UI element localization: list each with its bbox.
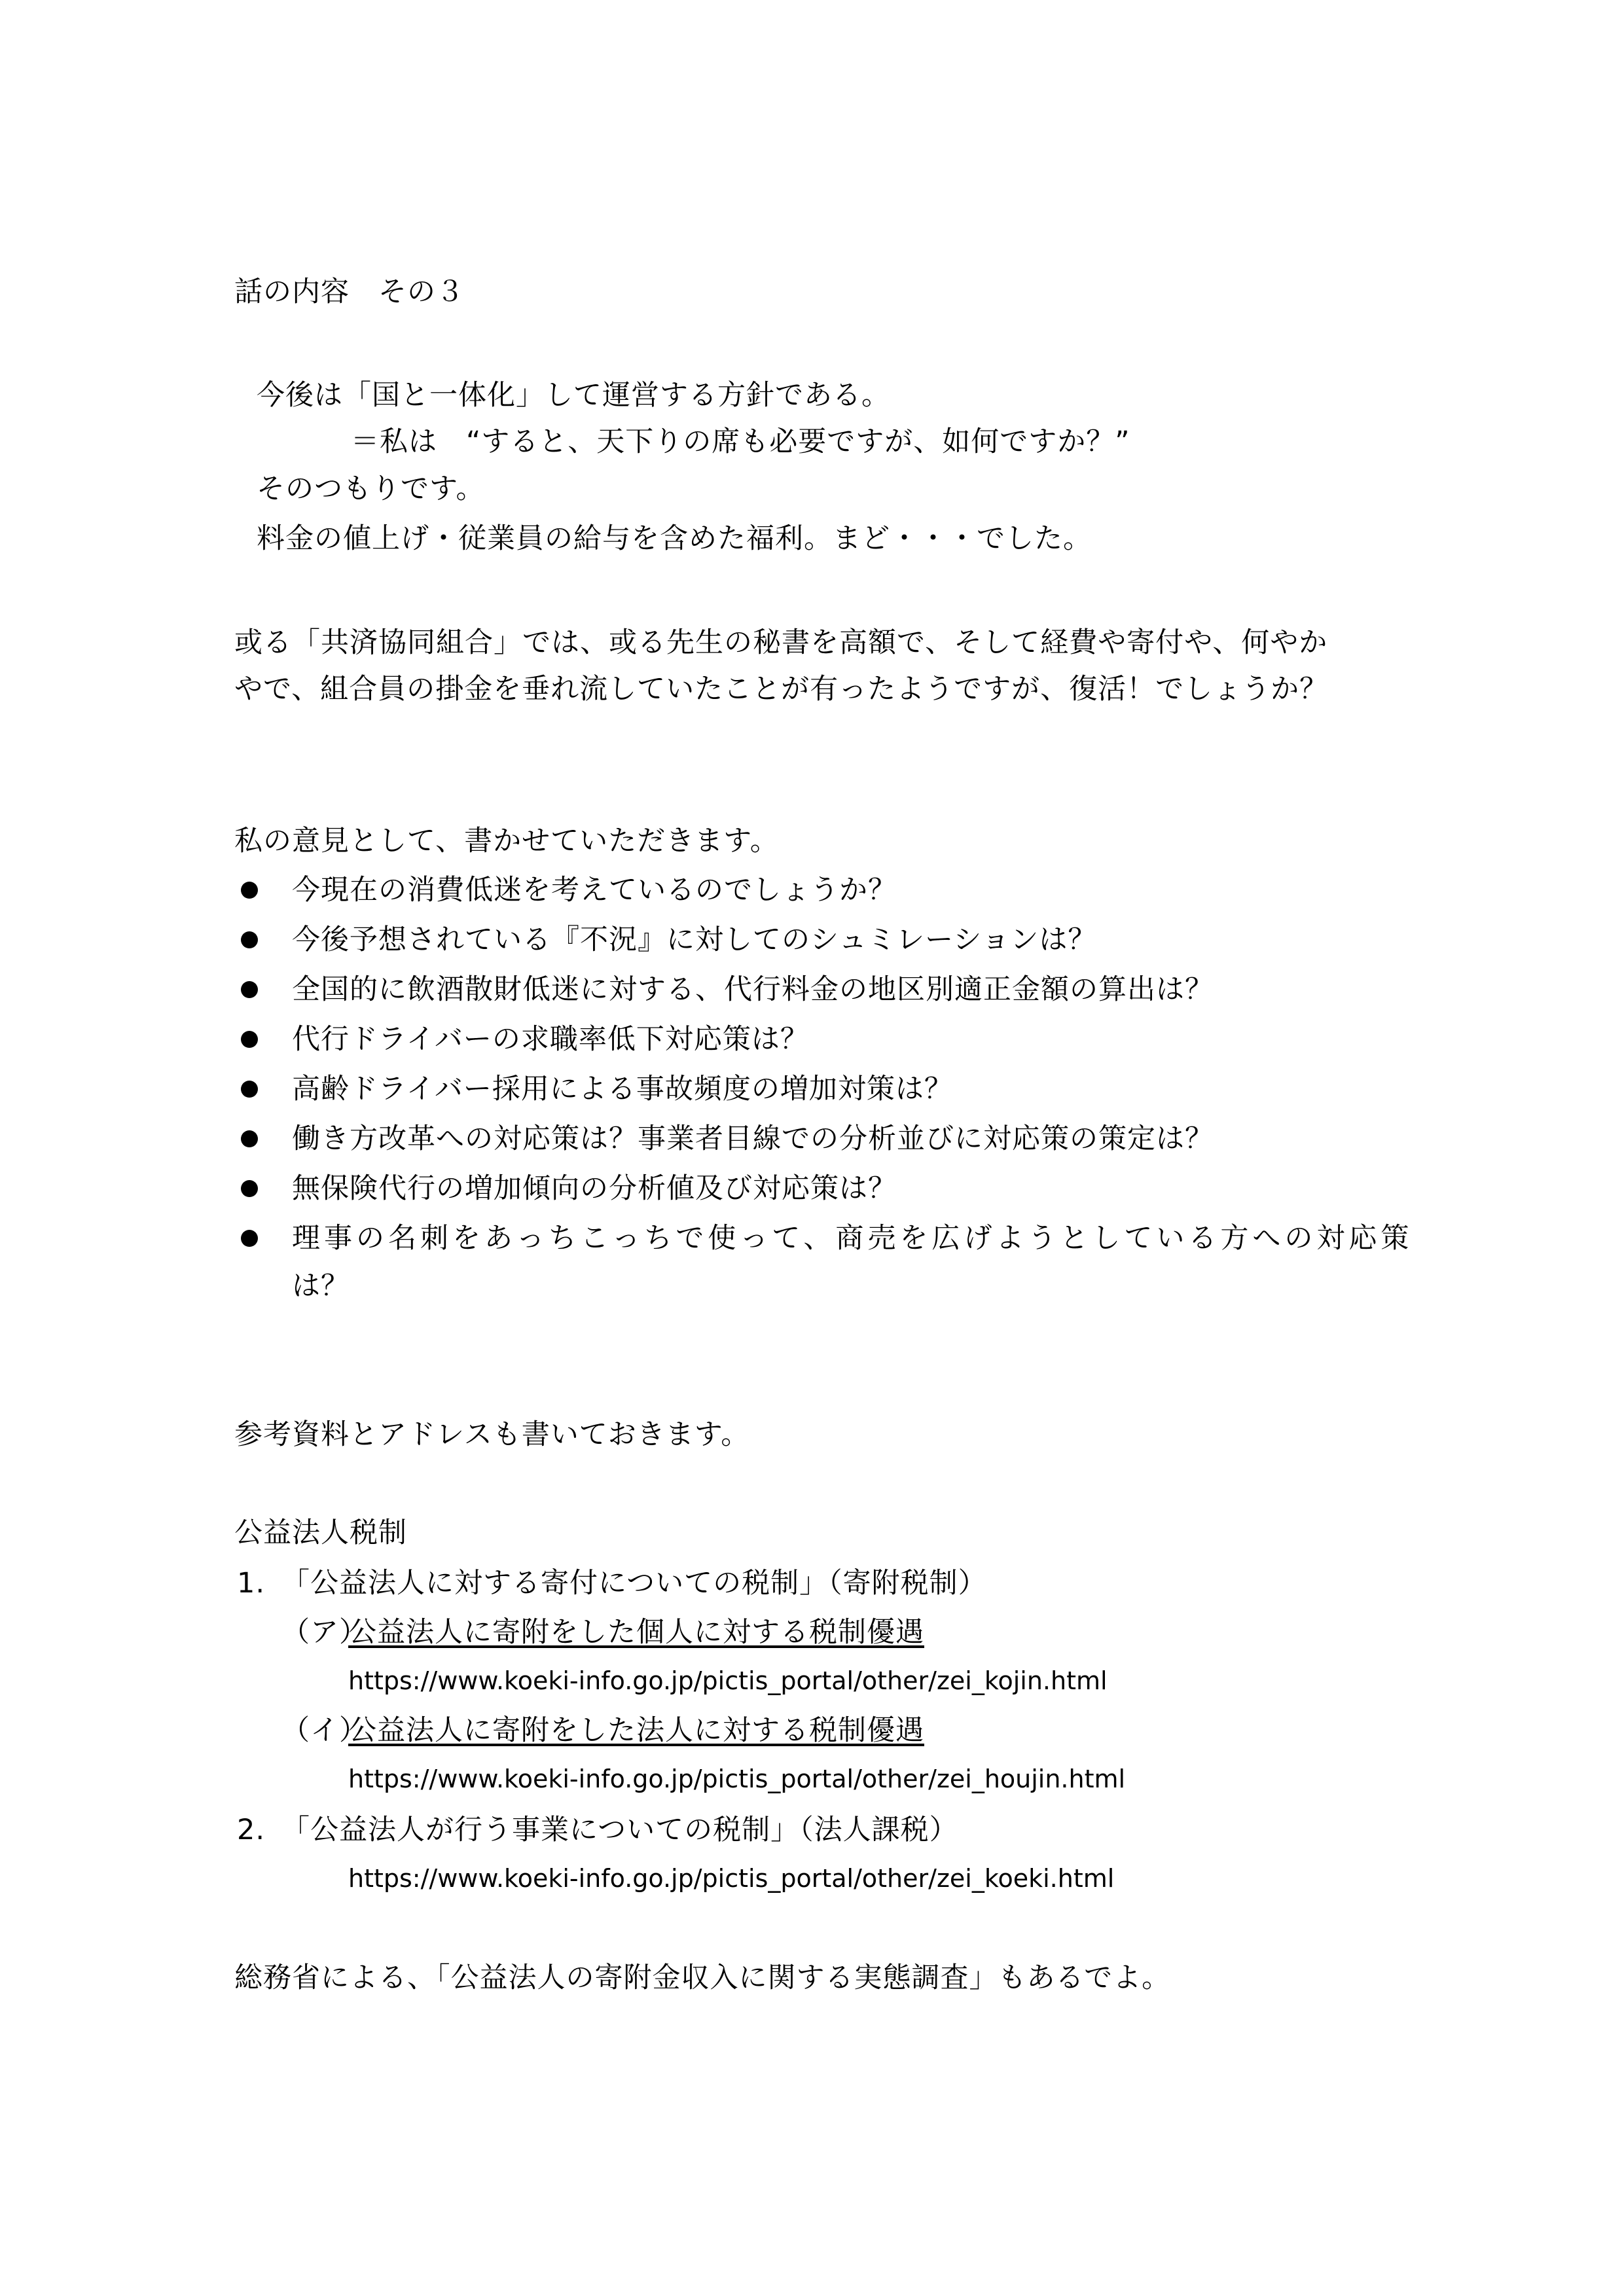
refs-item-1-title: 「公益法人に対する寄付についての税制」（寄附税制） [281,1567,987,1600]
refs-sub-i-url[interactable]: https://www.koeki-info.go.jp/pictis_portal/other/zei_houjin.html [348,1765,1126,1793]
paragraph-line-1: 或る「共済協同組合」では、或る先生の秘書を高額で、そして経費や寄付や、何やか [234,626,1328,659]
list-item-continuation: は？ [292,1270,350,1302]
refs-sub-i-link[interactable]: 公益法人に寄附をした法人に対する税制優遇 [348,1714,924,1747]
bullet-icon [241,1230,258,1247]
list-item: 働き方改革への対応策は？事業者目線での分析並びに対応策の策定は？ [292,1122,1214,1155]
list-item: 全国的に飲酒散財低迷に対する、代行料金の地区別適正金額の算出は？ [292,973,1214,1006]
refs-sub-a-link[interactable]: 公益法人に寄附をした個人に対する税制優遇 [348,1616,924,1649]
heading: 話の内容 その３ [234,276,465,308]
bullet-icon [241,931,258,948]
list-item: 無保険代行の増加傾向の分析値及び対応策は？ [292,1172,897,1205]
bullet-icon [241,1180,258,1197]
refs-sub-a-label: （ア） [281,1616,368,1649]
list-item: 高齢ドライバー採用による事故頻度の増加対策は？ [292,1073,953,1105]
bullet-icon [241,981,258,998]
refs-lead: 参考資料とアドレスも書いておきます。 [234,1418,750,1451]
opinion-lead: 私の意見として、書かせていただきます。 [234,825,779,857]
list-item: 今現在の消費低迷を考えているのでしょうか？ [292,874,897,906]
bullet-icon [241,1031,258,1048]
bullet-icon [241,1130,258,1147]
refs-item-1-number: 1. [237,1567,266,1600]
closing-line: 総務省による、「公益法人の寄附金収入に関する実態調査」もあるでよ。 [234,1962,1171,1994]
paragraph-line-2: やで、組合員の掛金を垂れ流していたことが有ったようですが、復活！でしょうか？ [234,673,1329,706]
refs-item-2-url[interactable]: https://www.koeki-info.go.jp/pictis_portal/other/zei_koeki.html [348,1864,1115,1893]
refs-item-2-title: 「公益法人が行う事業についての税制」（法人課税） [281,1814,958,1846]
intro-line-1: 今後は「国と一体化」して運営する方針である。 [257,379,890,412]
list-item: 理事の名刺をあっちこっちで使って、商売を広げようとしている方への対応策 [292,1222,1413,1255]
bullet-icon [241,1081,258,1098]
list-item: 今後予想されている『不況』に対してのシュミレーションは？ [292,924,1097,956]
intro-line-2: ＝私は “すると、天下りの席も必要ですが、如何ですか？” [351,425,1130,458]
bullet-icon [241,882,258,899]
intro-line-4: 料金の値上げ・従業員の給与を含めた福利。まど・・・でした。 [257,522,1092,555]
refs-sub-a-url[interactable]: https://www.koeki-info.go.jp/pictis_portal/other/zei_kojin.html [348,1666,1108,1695]
refs-section-title: 公益法人税制 [234,1516,407,1549]
list-item: 代行ドライバーの求職率低下対応策は？ [292,1023,809,1056]
refs-item-2-number: 2. [237,1814,266,1846]
refs-sub-i-label: （イ） [281,1714,368,1747]
intro-line-3: そのつもりです。 [257,473,485,505]
